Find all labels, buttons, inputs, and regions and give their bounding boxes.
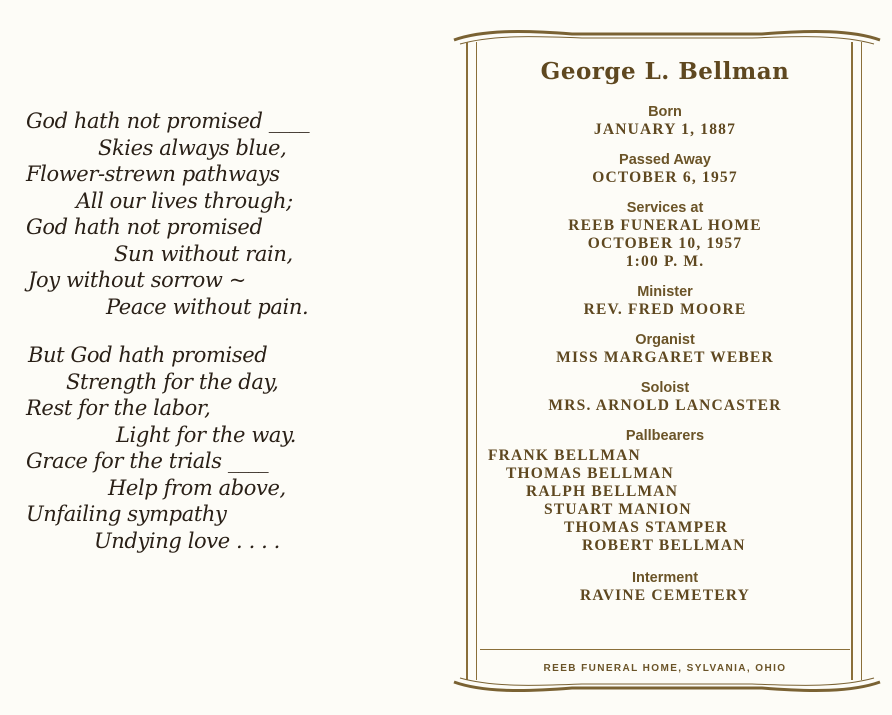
poem-line: But God hath promised xyxy=(28,343,268,367)
pallbearer-name: THOMAS BELLMAN xyxy=(506,465,674,482)
poem-line: Strength for the day, xyxy=(66,369,279,394)
organist-section xyxy=(482,331,848,367)
pallbearer-name: RALPH BELLMAN xyxy=(526,483,679,500)
poem-line: Grace for the trials ____ xyxy=(26,449,269,473)
poem-line: Skies always blue, xyxy=(98,135,287,160)
services-time: 1:00 P. M. xyxy=(625,253,705,270)
services-place: REEB FUNERAL HOME xyxy=(568,217,762,234)
interment-label: Interment xyxy=(631,570,699,586)
pallbearer-name: STUART MANION xyxy=(544,501,692,518)
footer-divider xyxy=(480,649,850,650)
poem-line: Help from above, xyxy=(108,475,286,500)
poem-line: Peace without pain. xyxy=(106,294,309,319)
services-label: Services at xyxy=(626,200,704,216)
services-date: OCTOBER 10, 1957 xyxy=(587,235,743,252)
pallbearer-name: ROBERT BELLMAN xyxy=(582,537,746,554)
passed-date: OCTOBER 6, 1957 xyxy=(592,169,738,186)
born-section xyxy=(482,103,848,139)
soloist-name: MRS. ARNOLD LANCASTER xyxy=(548,397,782,414)
minister-label: Minister xyxy=(637,284,693,300)
born-date: JANUARY 1, 1887 xyxy=(593,121,737,138)
organist-name: MISS MARGARET WEBER xyxy=(556,349,774,366)
program-card xyxy=(452,26,882,696)
deceased-name: George L. Bellman xyxy=(540,58,790,85)
born-label: Born xyxy=(648,104,682,120)
poem-line: Unfailing sympathy xyxy=(26,502,227,526)
poem-line: All our lives through; xyxy=(76,188,293,213)
organist-label: Organist xyxy=(635,332,695,348)
minister-name: REV. FRED MOORE xyxy=(583,301,747,318)
poem-line: Undying love . . . . xyxy=(94,528,280,553)
soloist-label: Soloist xyxy=(640,380,690,396)
poem-line: Joy without sorrow ~ xyxy=(28,268,246,292)
pallbearers-label: Pallbearers xyxy=(625,428,705,444)
right-border xyxy=(851,42,862,680)
poem-line: Rest for the labor, xyxy=(26,396,211,420)
card-content xyxy=(482,56,848,656)
soloist-section xyxy=(482,379,848,415)
poem xyxy=(26,108,356,554)
footer-text: REEB FUNERAL HOME, SYLVANIA, OHIO xyxy=(543,663,787,674)
poem-line: God hath not promised xyxy=(26,215,263,239)
poem-line: Sun without rain, xyxy=(114,241,293,266)
pallbearer-name: THOMAS STAMPER xyxy=(564,519,729,536)
pallbearers-list xyxy=(482,447,848,557)
poem-line: Light for the way. xyxy=(116,422,296,447)
services-section xyxy=(482,199,848,271)
pallbearer-name: FRANK BELLMAN xyxy=(488,447,641,464)
passed-section xyxy=(482,151,848,187)
passed-label: Passed Away xyxy=(619,152,711,168)
minister-section xyxy=(482,283,848,319)
bottom-flourish xyxy=(452,672,882,696)
poem-line: God hath not promised ____ xyxy=(26,109,310,133)
poem-line: Flower-strewn pathways xyxy=(26,162,280,186)
interment-place: RAVINE CEMETERY xyxy=(579,587,751,604)
pallbearers-section xyxy=(482,427,848,557)
left-border xyxy=(466,42,477,680)
interment-section xyxy=(482,569,848,605)
top-flourish xyxy=(452,26,882,50)
